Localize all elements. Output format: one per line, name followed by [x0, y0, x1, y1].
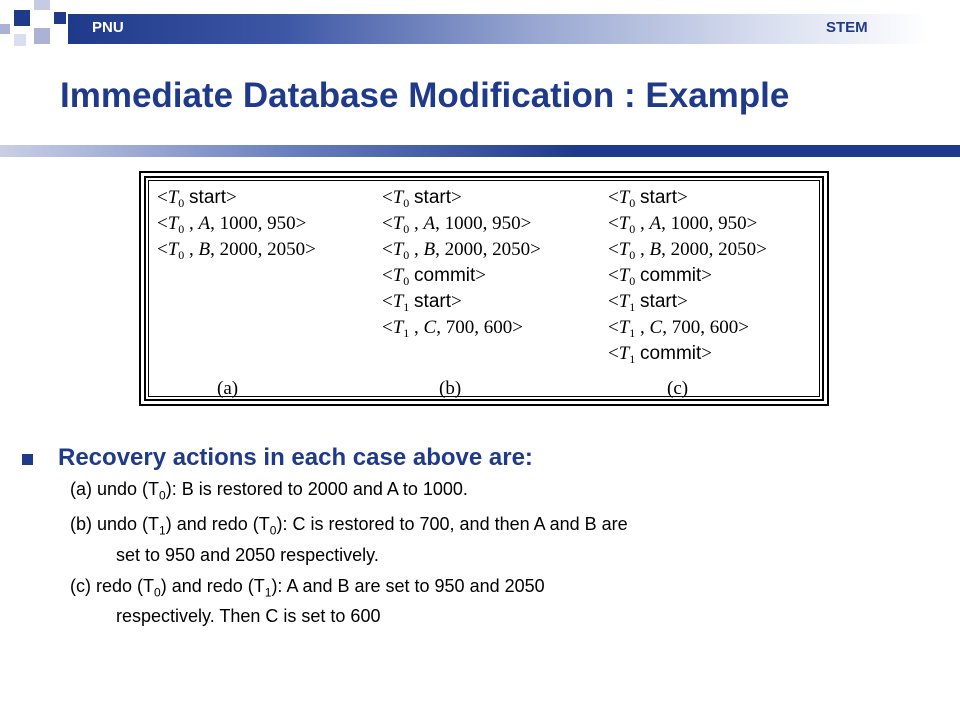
- log-figure-inner-frame: [148, 180, 820, 397]
- log-column-a: [157, 185, 316, 263]
- log-record: $<T_0$ commit>: [382, 265, 486, 288]
- log-record: $<T_1$ , C, 700, 600>: [608, 317, 749, 340]
- recovery-line-a: (a) undo $(T_0)$: B is restored to 2000 and A to 1000.: [70, 479, 468, 503]
- log-column-b: [382, 185, 541, 341]
- log-caption-b: (b): [439, 378, 462, 399]
- decor-square: [0, 24, 10, 34]
- log-figure: [139, 171, 829, 406]
- decor-square: [14, 34, 26, 46]
- log-record: $<T_0$ , B, 2000, 2050>: [608, 239, 767, 262]
- log-record: $<T_0$ , A, 1000, 950>: [608, 213, 758, 236]
- header-left-label: PNU: [92, 19, 124, 36]
- decor-square: [14, 10, 30, 26]
- log-figure-frame: [144, 176, 824, 401]
- decor-square: [54, 12, 66, 24]
- recovery-heading: Recovery actions in each case above are:: [58, 444, 533, 471]
- log-record: $<T_0$ , A, 1000, 950>: [382, 213, 532, 236]
- log-record: $<T_0$ start>: [382, 187, 462, 210]
- recovery-line-b-cont: set to 950 and 2050 respectively.: [116, 545, 379, 565]
- recovery-line-c: (c) redo $(T_0)$ and redo $(T_1)$: A and B are set to 950 and 2050: [70, 576, 545, 600]
- header-bar: [68, 14, 928, 44]
- log-record: $<T_1$ start>: [608, 291, 688, 314]
- log-column-c: [608, 185, 767, 367]
- decor-square: [34, 28, 50, 44]
- log-record: $<T_0$ start>: [157, 187, 237, 210]
- log-record: $<T_0$ start>: [608, 187, 688, 210]
- log-record: $<T_1$ commit>: [608, 343, 712, 366]
- log-record: $<T_1$ start>: [382, 291, 462, 314]
- log-caption-c: (c): [667, 378, 689, 399]
- header-right-label: STEM: [826, 19, 868, 36]
- bullet-square-icon: [22, 454, 33, 465]
- log-record: $<T_0$ , A, 1000, 950>: [157, 213, 307, 236]
- log-record: $<T_0$ , B, 2000, 2050>: [157, 239, 316, 262]
- decor-square: [34, 0, 50, 10]
- recovery-line-b: (b) undo $(T_1)$ and redo $(T_0)$: C is restored to 700, and then A and B are: [70, 514, 628, 538]
- recovery-line-c-cont: respectively. Then C is set to 600: [116, 606, 381, 626]
- log-record: $<T_0$ , B, 2000, 2050>: [382, 239, 541, 262]
- title-rule: [0, 145, 960, 157]
- slide-title: Immediate Database Modification : Example: [60, 76, 790, 115]
- log-record: $<T_0$ commit>: [608, 265, 712, 288]
- log-record: $<T_1$ , C, 700, 600>: [382, 317, 523, 340]
- log-caption-a: (a): [217, 378, 239, 399]
